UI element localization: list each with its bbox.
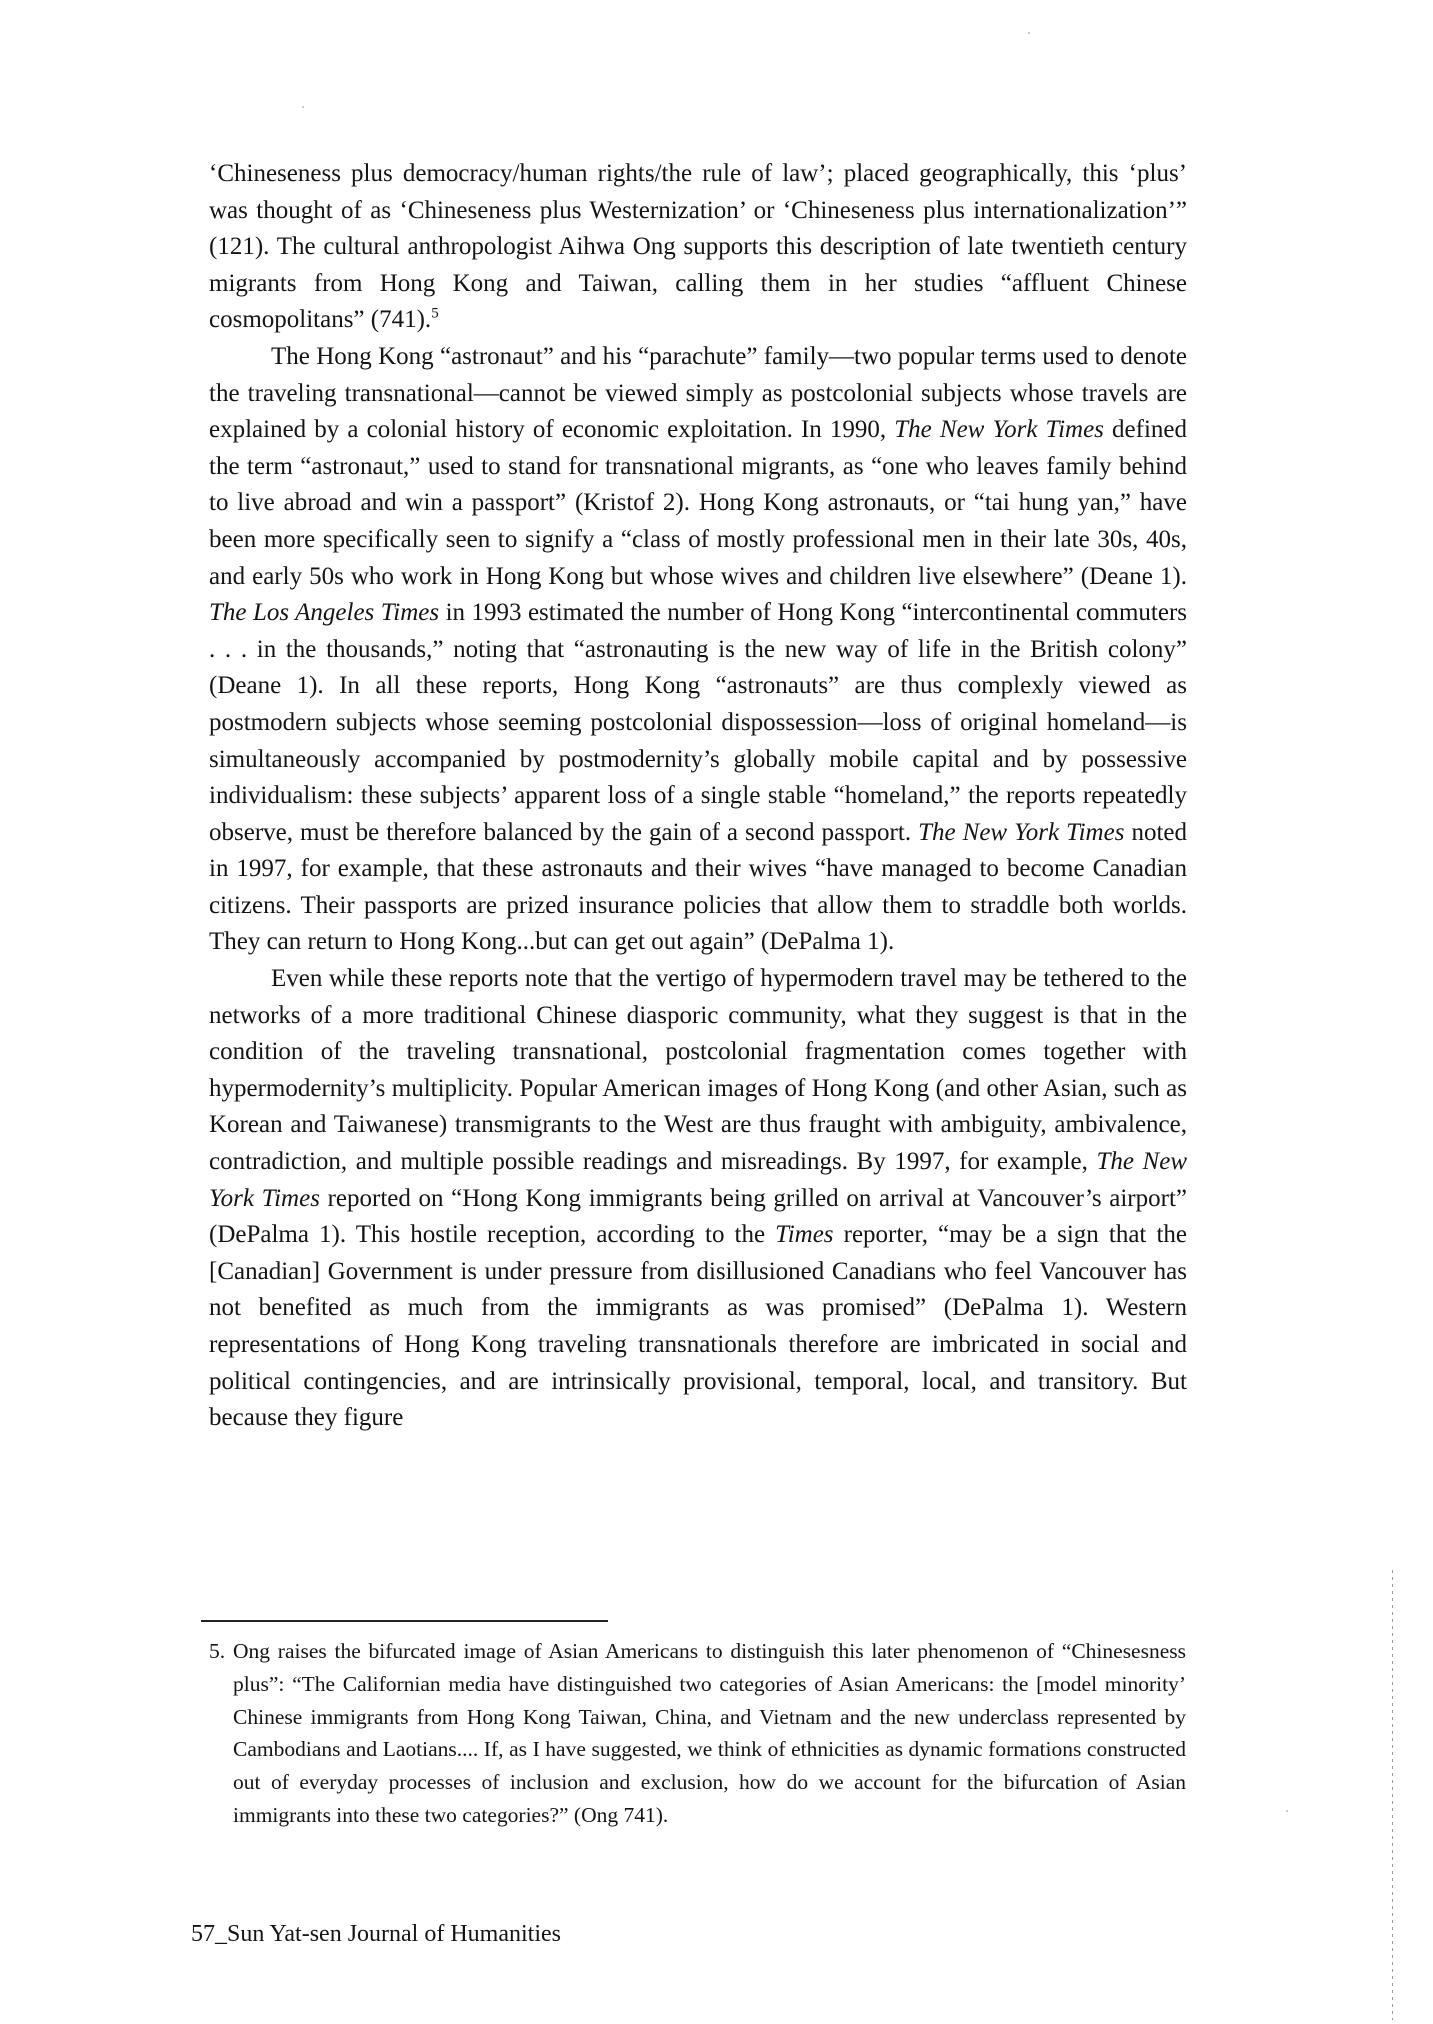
footnote-number: 5. bbox=[209, 1639, 226, 1663]
paragraph-text: The Hong Kong “astronaut” and his “parachute” family—two popular terms used to denote the traveling transnational—cannot be viewed simply as postcolonial subjects whose travels are explained by a colonial history of economic exploitation. In 1990, bbox=[209, 342, 1187, 444]
paragraph-text: noted in 1997, for example, that these astronauts and their wives “have managed to become Canadian citizens. Their passports are prized insurance policies that allow them to straddle both worlds. They can return to Hong Kong...but can get out again” (DePalma 1). bbox=[209, 818, 1188, 956]
scan-speck bbox=[302, 106, 304, 108]
scan-edge-mark bbox=[1392, 1570, 1393, 2020]
footnote-reference[interactable]: 5 bbox=[431, 306, 439, 323]
footnote-separator bbox=[201, 1620, 608, 1622]
paragraph-text: defined the term “astronaut,” used to stand for transnational migrants, as “one who leaves family behind to live abroad and win a passport” (Kristof 2). Hong Kong astronauts, or “tai hung yan,” have been more specifically seen to signify a “class of mostly professional men in their late 30s, 40s, and early 50s who work in Hong Kong but whose wives and children live elsewhere” (Deane 1). bbox=[209, 416, 1187, 590]
italic-title: Times bbox=[775, 1221, 834, 1249]
paragraph-text: in 1993 estimated the number of Hong Kong “intercontinental commuters . . . in the thousands,” noting that “astronauting is the new way of life in the British colony” (Deane 1). In all these reports, Hong Kong “astronauts” are thus complexly viewed as postmodern subjects whose seeming postcolonial dispossession—loss of original homeland—is simultaneously accompanied by postmodernity’s globally mobile capital and by possessive individualism: these subjects’ apparent loss of a single stable “homeland,” the reports repeatedly observe, must be therefore balanced by the gain of a second passport. bbox=[209, 599, 1187, 846]
body-paragraph bbox=[209, 339, 1187, 961]
footnote-text: Ong raises the bifurcated image of Asian Americans to distinguish this later phenomenon of “Chinesesness plus”: “The Californian media have distinguished two categories of Asian Americans: the [model minority’ Chinese immigrants from Hong Kong Taiwan, China, and Vietnam and the new underclass represented by Cambodians and Laotians.... If, as I have suggested, we think of ethnicities as dynamic formations constructed out of everyday processes of inclusion and exclusion, how do we account for the bifurcation of Asian immigrants into these two categories?” (Ong 741). bbox=[233, 1639, 1186, 1827]
body-paragraph bbox=[209, 961, 1187, 1437]
scan-speck bbox=[1028, 32, 1030, 34]
paragraph-text: reporter, “may be a sign that the [Canadian] Government is under pressure from disillusioned Canadians who feel Vancouver has not benefited as much from the immigrants as was promised” (DePalma 1). Western representations of Hong Kong traveling transnationals therefore are imbricated in social and political contingencies, and are intrinsically provisional, temporal, local, and transitory. But because they figure bbox=[209, 1221, 1188, 1432]
scan-speck bbox=[1286, 1810, 1288, 1812]
paragraph-text: reported on “Hong Kong immigrants being grilled on arrival at Vancouver’s airport” (DePalma 1). This hostile reception, according to the bbox=[209, 1184, 1187, 1249]
footnote bbox=[209, 1635, 1186, 1832]
paragraph-text: Even while these reports note that the vertigo of hypermodern travel may be tethered to the networks of a more traditional Chinese diasporic community, what they suggest is that in the condition of the traveling transnational, postcolonial fragmentation comes together with hypermodernity’s multiplicity. Popular American images of Hong Kong (and other Asian, such as Korean and Taiwanese) transmigrants to the West are thus fraught with ambiguity, ambivalence, contradiction, and multiple possible readings and misreadings. By 1997, for example, bbox=[209, 965, 1187, 1176]
italic-title: The Los Angeles Times bbox=[209, 599, 440, 627]
article-body bbox=[209, 156, 1187, 1437]
italic-title: The New York Times bbox=[918, 818, 1125, 846]
page-footer: 57_Sun Yat-sen Journal of Humanities bbox=[191, 1921, 561, 1947]
italic-title: The New York Times bbox=[894, 416, 1104, 444]
body-paragraph bbox=[209, 156, 1187, 339]
italic-title: The New York Times bbox=[209, 1148, 1187, 1212]
paragraph-text: ‘Chineseness plus democracy/human rights/the rule of law’; placed geographically, this ‘plus’ was thought of as ‘Chineseness plus Westernization’ or ‘Chineseness plus internationalization’” (121). The cultural anthropologist Aihwa Ong supports this description of late twentieth century migrants from Hong Kong and Taiwan, calling them in her studies “affluent Chinese cosmopolitans” (741). bbox=[209, 160, 1187, 334]
